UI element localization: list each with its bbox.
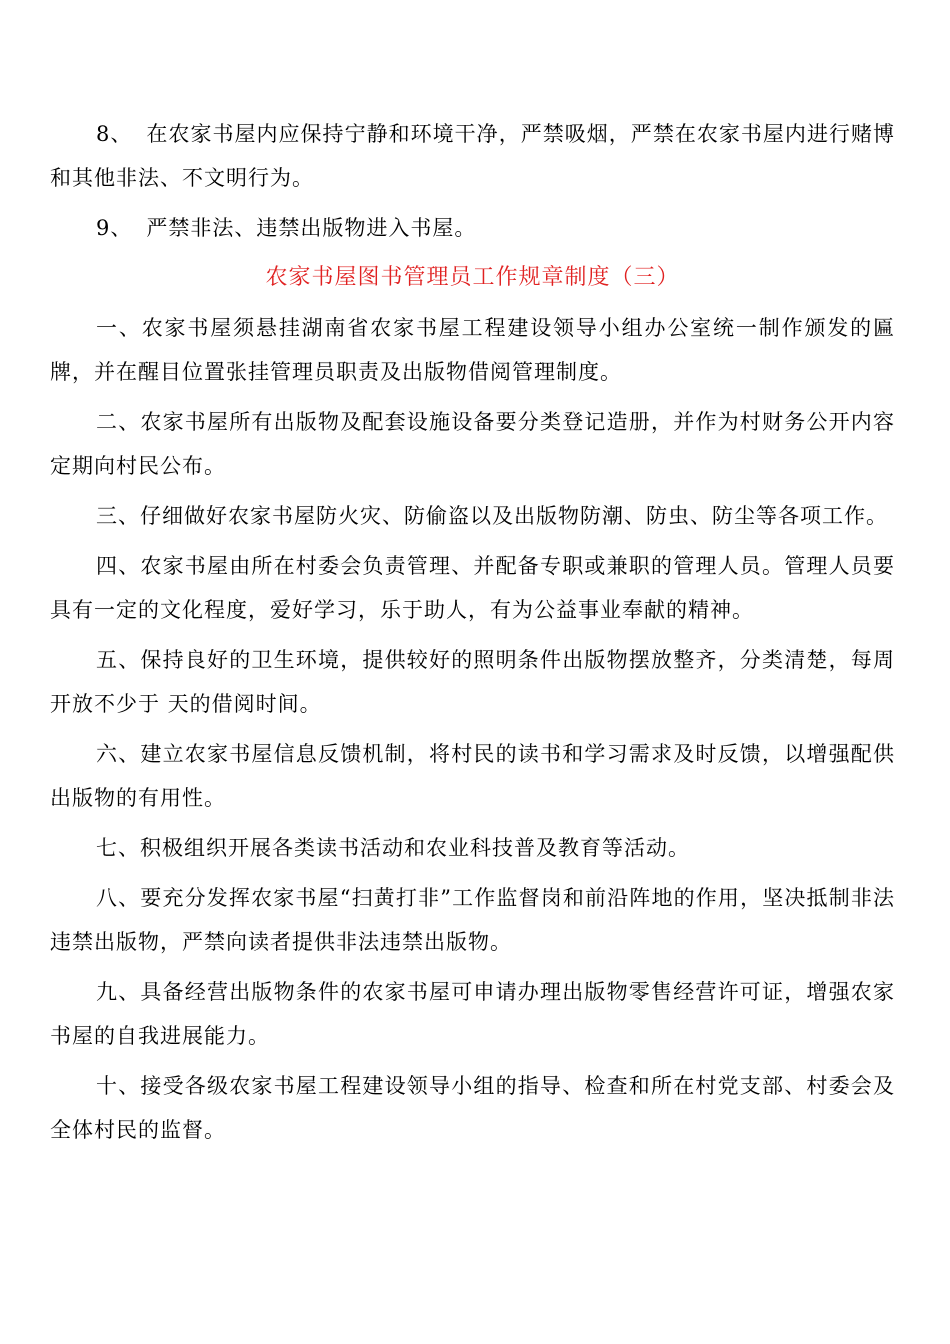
paragraph-8: 八、要充分发挥农家书屋“扫黄打非”工作监督岗和前沿阵地的作用，坚决抵制非法违禁出版物，严禁向读者提供非法违禁出版物。 bbox=[50, 886, 895, 954]
paragraph-6: 六、建立农家书屋信息反馈机制，将村民的读书和学习需求及时反馈，以增强配供出版物的有用性。 bbox=[50, 742, 895, 810]
rule-item-8 bbox=[50, 112, 895, 200]
paragraph-1: 一、农家书屋须悬挂湖南省农家书屋工程建设领导小组办公室统一制作颁发的匾牌，并在醒目位置张挂管理员职责及出版物借阅管理制度。 bbox=[50, 316, 895, 384]
paragraph-10: 十、接受各级农家书屋工程建设领导小组的指导、检查和所在村党支部、村委会及全体村民的监督。 bbox=[50, 1074, 895, 1142]
paragraph-7: 七、积极组织开展各类读书活动和农业科技普及教育等活动。 bbox=[96, 836, 690, 860]
paragraph-9: 九、具备经营出版物条件的农家书屋可申请办理出版物零售经营许可证，增强农家书屋的自我进展能力。 bbox=[50, 980, 895, 1048]
rule-item-9 bbox=[50, 206, 895, 250]
rule-text: 在农家书屋内应保持宁静和环境干净，严禁吸烟，严禁在农家书屋内进行赌博和其他非法、不文明行为。 bbox=[50, 122, 895, 190]
paragraph-3: 三、仔细做好农家书屋防火灾、防偷盗以及出版物防潮、防虫、防尘等各项工作。 bbox=[96, 504, 888, 528]
document-page bbox=[50, 112, 895, 1158]
rule-text: 严禁非法、违禁出版物进入书屋。 bbox=[146, 216, 477, 240]
rule-number: 9、 bbox=[96, 216, 133, 240]
section-title: 农家书屋图书管理员工作规章制度（三） bbox=[265, 265, 680, 290]
paragraph-2: 二、农家书屋所有出版物及配套设施设备要分类登记造册，并作为村财务公开内容定期向村民公布。 bbox=[50, 410, 895, 478]
paragraph-5: 五、保持良好的卫生环境，提供较好的照明条件出版物摆放整齐，分类清楚，每周开放不少于 天的借阅时间。 bbox=[50, 648, 895, 716]
rule-number: 8、 bbox=[96, 122, 133, 146]
paragraph-4: 四、农家书屋由所在村委会负责管理、并配备专职或兼职的管理人员。管理人员要具有一定的文化程度，爱好学习，乐于助人，有为公益事业奉献的精神。 bbox=[50, 554, 895, 622]
